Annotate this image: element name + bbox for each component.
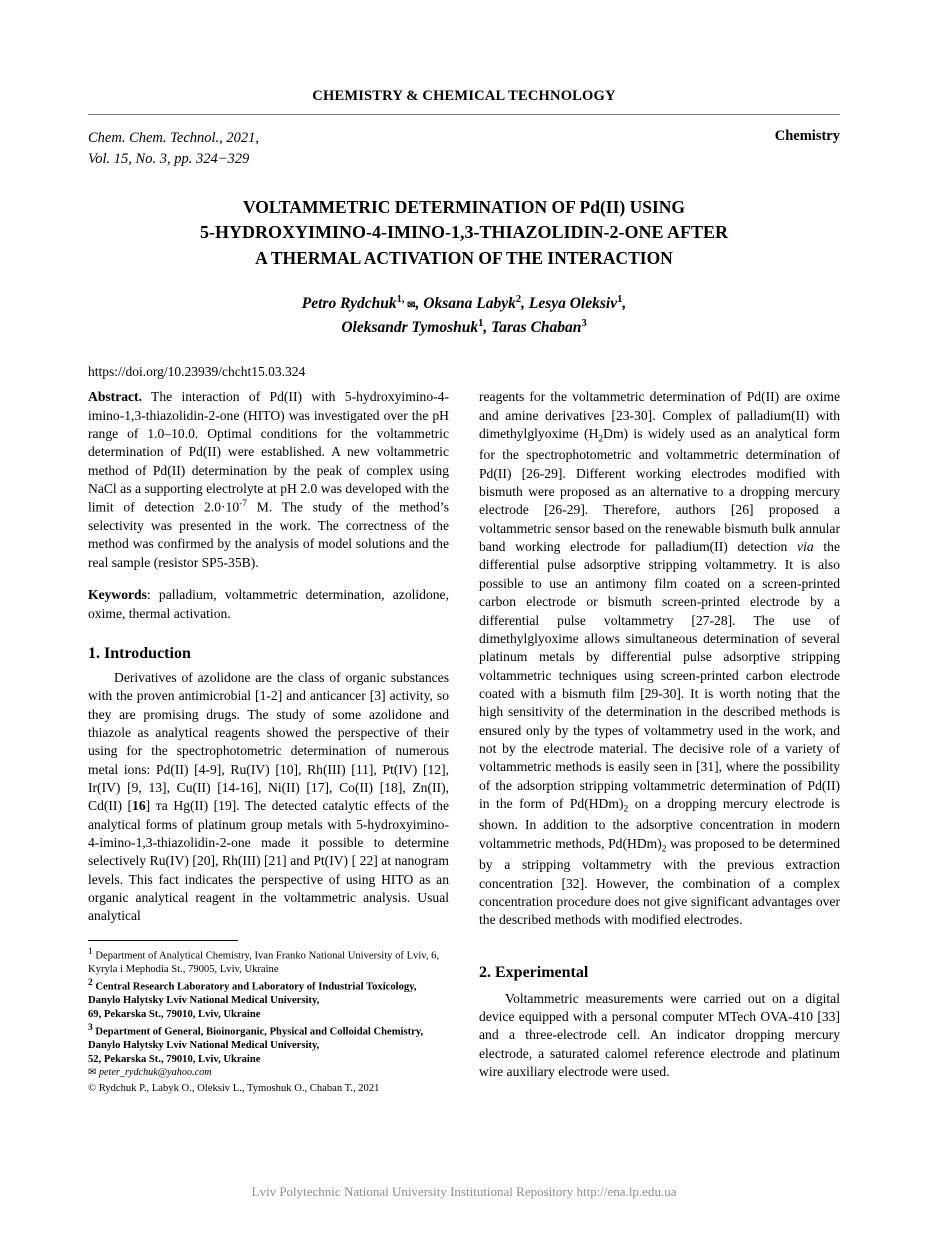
copyright-line: © Rydchuk P., Labyk O., Oleksiv L., Tymoshuk O., Chaban T., 2021 (88, 1082, 380, 1094)
footnote-email (88, 1066, 449, 1079)
section-heading-introduction: 1. Introduction (88, 644, 191, 662)
rc-sub-1: 2 (598, 434, 604, 445)
footnotes (88, 940, 449, 1096)
rc-text-e: was proposed to be determined by a stripping voltammetry with the previous extraction concentration [32]. However, the combination of a complex concentration procedure does not give significant advantages over the described methods with modified electrodes. (479, 835, 840, 928)
author-line-2 (88, 316, 840, 339)
author-affil-marker-3: 1 (617, 294, 623, 306)
running-head: CHEMISTRY & CHEMICAL TECHNOLOGY (312, 88, 616, 104)
rc-text-c: the differential pulse adsorptive stripping voltammetry. It is also possible to use an antimony film coated on a screen-printed carbon electrode or bismuth screen-printed electrode by a differential pulse voltammetry [27-28]. The use of dimethylglyoxime allows simultaneous determination of several platinum metals by differential pulse adsorptive stripping voltammetric techniques using screen-printed carbon electrode coated with a bismuth film [29-30]. It is worth noting that the high sensitivity of the determination in the described methods is ensured only by the types of voltammetry used in the work, and not by the electrode material. The decisive role of a variety of voltammetric methods is easily seen in [31], where the possibility of the adsorption stripping voltammetric determination of Pd(II) in the form of Pd(HDm) (479, 539, 840, 811)
author-affil-marker-5: 3 (581, 317, 587, 329)
rc-sub-3: 2 (661, 844, 667, 855)
email-icon: ✉ (88, 1067, 97, 1079)
footnote-3-address: 52, Pekarska St., 79010, Lviv, Ukraine (88, 1053, 261, 1065)
keywords-text: : palladium, voltammetric determination, azolidone, oxime, thermal activation. (88, 587, 449, 621)
footnote-divider (88, 940, 238, 941)
page-title (88, 195, 840, 270)
journal-section: Chemistry (774, 128, 840, 144)
author-oleksiv: , Lesya Oleksiv (521, 295, 618, 313)
rc-sub-2: 2 (623, 804, 629, 815)
abstract-exponent: -7 (239, 499, 248, 510)
footnote-2-text: Central Research Laboratory and Laboratory of Industrial Toxicology, Danylo Halytsky Lviv National Medical University, (88, 981, 417, 1007)
repository-footer: Lviv Polytechnic National University Institutional Repository http://ena.lp.edu.ua (251, 1184, 677, 1199)
author-chaban: , Taras Chaban (483, 318, 582, 336)
footnote-email-text[interactable]: peter_rydchuk@yahoo.com (98, 1067, 212, 1079)
section-heading-experimental: 2. Experimental (479, 963, 589, 981)
left-column (88, 388, 449, 1095)
journal-info-row (88, 128, 840, 169)
footnote-2-address: 69, Pekarska St., 79010, Lviv, Ukraine (88, 1008, 261, 1020)
abstract-text: The interaction of Pd(II) with 5-hydroxyimino-4-imino-1,3-thiazolidin-2-one (HITO) was investigated over the pH range of 1.0–10.0. Optimal conditions for the voltammetric determination of Pd(II) were established. A new voltammetric method of Pd(II) determination by the peak of complex using NaCl as a supporting electrolyte at pH 2.0 was developed with the limit of detection 2.0·10 (88, 389, 449, 515)
author-line-1 (88, 292, 840, 315)
footnote-3 (88, 1022, 449, 1053)
footnote-3-text: Department of General, Bioinorganic, Physical and Colloidal Chemistry, Danylo Halytsky Lviv National Medical University, (88, 1026, 424, 1051)
title-line-3: A THERMAL ACTIVATION OF THE INTERACTION (255, 247, 673, 268)
author-rydchuk: Petro Rydchuk (301, 295, 397, 313)
abstract-text-tail: M. The study of the method’s selectivity was presented in the work. The correctness of the method was confirmed by the analysis of model solutions and the real sample (resistor SP5-35B). (88, 499, 449, 570)
title-line-2: 5-HYDROXYIMINO-4-IMINO-1,3-THIAZOLIDIN-2-ONE AFTER (199, 222, 728, 242)
author-labyk: , Oksana Labyk (415, 295, 516, 313)
introduction-paragraph-1 (88, 669, 449, 926)
author-affil-marker-1: 1, (396, 294, 408, 306)
doi-link[interactable]: https://doi.org/10.23939/chcht15.03.324 (88, 364, 306, 380)
footnote-1-marker: 1 (88, 946, 93, 957)
rc-text-d: on a dropping mercury electrode is shown. In addition to the adsorptive concentration in modern voltammetric methods, Pd(HDm) (479, 795, 840, 851)
keywords-label: Keywords (88, 587, 147, 603)
journal-citation (88, 128, 259, 169)
corresponding-author-icon: ✉ (407, 300, 416, 312)
footnote-2 (88, 977, 449, 1008)
intro-ref-16: 16 (132, 798, 146, 814)
experimental-paragraph-1: Voltammetric measurements were carried out on a digital device equipped with a personal computer MTech OVA-410 [33] and a three-electrode cell. An indicator dropping mercury electrode, a saturated calomel reference electrode and platinum wire auxiliary electrode were used. (479, 990, 840, 1080)
abstract-paragraph (88, 388, 449, 572)
right-column-paragraph-1 (479, 388, 840, 930)
author-tymoshuk: Oleksandr Tymoshuk (341, 318, 479, 336)
author-list (88, 292, 840, 339)
right-column (479, 388, 840, 1095)
keywords-paragraph (88, 586, 449, 623)
journal-citation-line1: Chem. Chem. Technol., 2021, (88, 130, 260, 146)
rc-italic-via: via (797, 539, 814, 555)
title-line-1: VOLTAMMETRIC DETERMINATION OF Pd(II) USING (242, 197, 686, 218)
intro-text-part-2: ] та Hg(II) [19]. The detected catalytic effects of the analytical forms of platinum group metals with 5-hydroxyimino-4-imino-1,3-thiazolidin-2-one made it possible to determine selectively Ru(IV) [20], Rh(III) [21] and Pt(IV) [ 22] at nanogram levels. This fact indicates the perspective of using HITO as an organic analytical reagent in the voltammetric analysis. Usual analytical (88, 798, 449, 924)
author-affil-marker-2: 2 (515, 294, 522, 306)
footnote-1-text: Department of Analytical Chemistry, Ivan Franko National University of Lviv, 6, Kyryla i Mephodia St., 79005, Lviv, Ukraine (88, 950, 440, 975)
author-line1-comma: , (622, 295, 627, 313)
journal-citation-line2: Vol. 15, No. 3, pp. 324−329 (88, 150, 250, 167)
rc-text-b: Dm) is widely used as an analytical form for the spectrophotometric and voltammetric determination of Pd(II) [26-29]. Different working electrodes modified with bismuth were proposed as an alternative to a dropping mercury electrode [26-29]. Therefore, authors [26] proposed a voltammetric sensor based on the renewable bismuth bulk annular band working electrode for palladium(II) detection (479, 425, 840, 555)
header-divider (88, 114, 840, 115)
rc-text-a: reagents for the voltammetric determination of Pd(II) are oxime and amine derivatives [23-30]. Complex of palladium(II) with dimethylglyoxime (H (479, 389, 840, 441)
footnote-1 (88, 946, 449, 977)
two-column-body (88, 388, 840, 1095)
author-affil-marker-4: 1 (478, 317, 484, 329)
footnote-2-marker: 2 (88, 977, 93, 988)
intro-text-part-1: Derivatives of azolidone are the class of organic substances with the proven antimicrobial [1-2] and anticancer [3] activity, so they are promising drugs. The study of some azolidone and thiazole as analytical reagents showed the perspective of their using for the spectrophotometric determination of numerous metal ions: Pd(II) [4-9], Ru(IV) [10], Rh(III) [11], Pt(IV) [12], Ir(IV) [9, 13], Cu(II) [14-16], Ni(II) [17], Co(II) [18], Zn(II), Cd(II) [ (88, 669, 449, 814)
abstract-label: Abstract. (88, 389, 142, 405)
footnote-3-marker: 3 (88, 1022, 93, 1033)
